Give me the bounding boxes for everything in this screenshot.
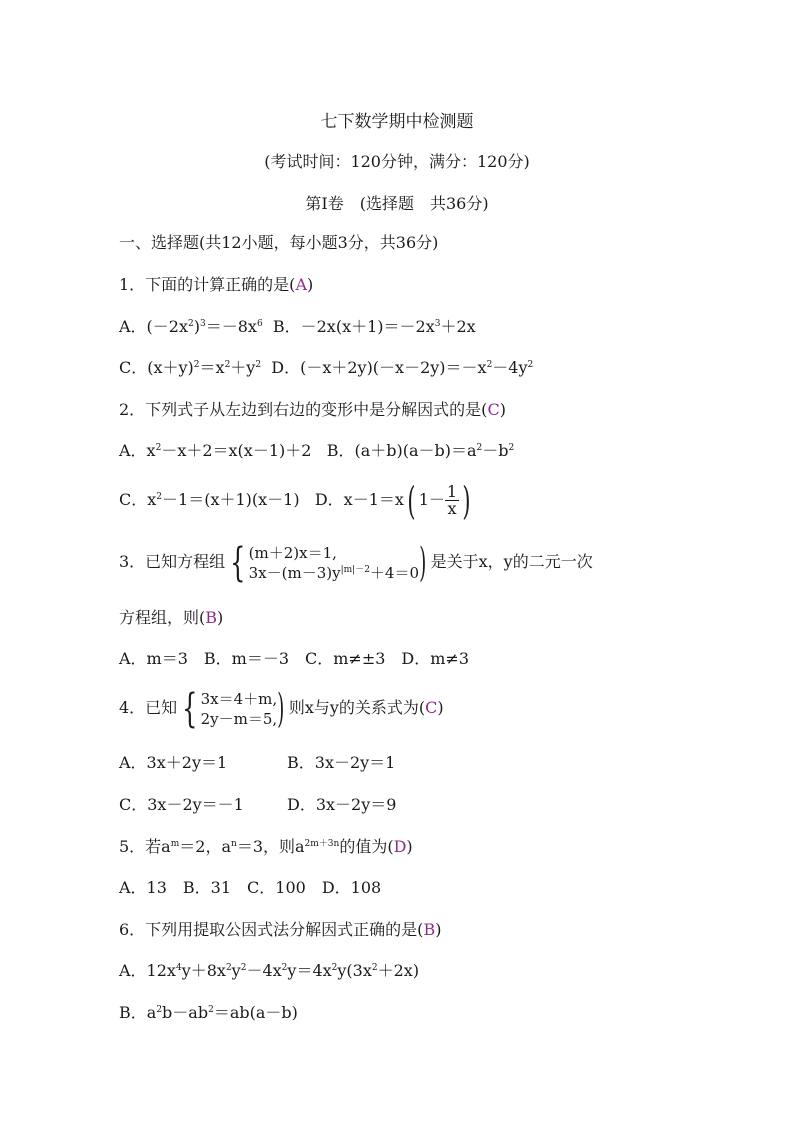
exam-info: (考试时间：120分钟，满分：120分) — [264, 152, 530, 171]
answer-5: D — [393, 837, 407, 856]
answer-1: A — [295, 275, 307, 294]
answer-2: C — [487, 400, 500, 419]
page-title: 七下数学期中检测题 — [320, 112, 474, 132]
equation-system: { (m＋2)x＝1, $3x-(m-3)y^{|m|-2}+4=0$ ) — [230, 539, 427, 586]
question-2-options-cd: C．$x^2-1=(x+1)(x-1)$ D．x－1＝x( 1－ $\frac{1}{x}$ ) — [119, 478, 471, 523]
question-2: 2．下列式子从左边到右边的变形中是分解因式的是(C) — [119, 400, 506, 419]
answer-3: B — [205, 608, 218, 627]
section-heading: 第Ⅰ卷 (选择题 共36分) — [305, 194, 489, 213]
question-3: 3．已知方程组 { (m＋2)x＝1, $3x-(m-3)y^{|m|-2}+4=0$ ) 是关于x，y的二元一次 — [119, 539, 593, 586]
question-6-option-a: A．$12x^4y+8x^2y^2-4x^2y=4x^2y(3x^2+2x)$ — [119, 961, 420, 980]
question-3-options: A．m＝3 B．m＝－3 C．m≠±3 D．m≠3 — [119, 649, 470, 668]
question-4-options-cd: C．3x－2y＝－1 D．3x－2y＝9 — [119, 795, 397, 814]
answer-4: C — [425, 698, 438, 717]
question-1-options-cd: C．$(x+y)^2=x^2+y^2$ D．$(-x+2y)(-x-2y)=-x^2-4y^2$ — [119, 358, 534, 377]
equation-system: { 3x＝4＋m, 2y－m＝5, ) — [182, 685, 285, 732]
question-1-options-ab: A．$(-2x^2)^3=-8x^6$ B．$-2x(x+1)=-2x^3+2x$ — [119, 317, 476, 336]
question-1: 1．下面的计算正确的是(A) — [119, 275, 314, 294]
question-4-options-ab: A．3x＋2y＝1 B．3x－2y＝1 — [119, 753, 396, 772]
question-5: 5．若$a^m=2$，$a^n=3$，则$a^{2m+3n}$的值为(D) — [119, 837, 413, 856]
question-5-options: A．13 B．31 C．100 D．108 — [119, 878, 382, 897]
fraction: $\frac{1}{x}$ — [446, 482, 458, 518]
question-6: 6．下列用提取公因式法分解因式正确的是(B) — [119, 920, 442, 939]
question-6-option-b: B．$a^2b-ab^2=ab(a-b)$ — [119, 1003, 298, 1022]
part-heading: 一、选择题(共12小题，每小题3分，共36分) — [119, 233, 439, 252]
answer-6: B — [423, 920, 436, 939]
question-2-options-ab: A．$x^2-x+2=x(x-1)+2$ B．$(a+b)(a-b)=a^2-b^2$ — [119, 441, 515, 460]
question-4: 4．已知 { 3x＝4＋m, 2y－m＝5, ) 则x与y的关系式为(C) — [119, 685, 444, 732]
question-3-cont: 方程组，则(B) — [119, 608, 224, 627]
